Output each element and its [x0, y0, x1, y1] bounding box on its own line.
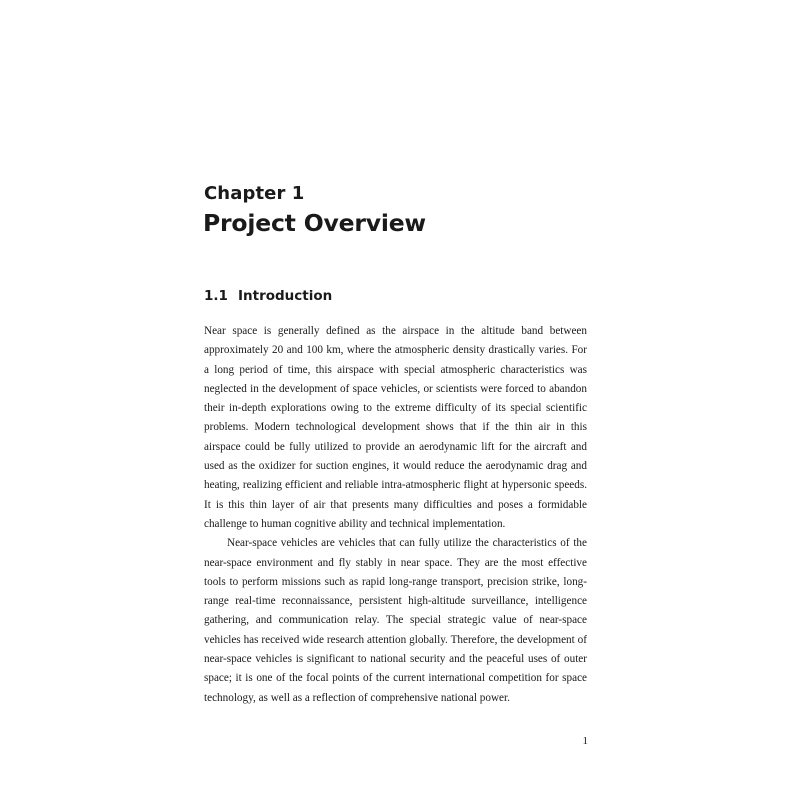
section-title: Introduction [238, 288, 333, 304]
section-number: 1.1 [204, 288, 228, 304]
page-number: 1 [582, 735, 588, 747]
section-heading [204, 286, 332, 306]
chapter-label: Chapter 1 [204, 183, 305, 204]
body-text [204, 322, 587, 708]
paragraph: Near-space vehicles are vehicles that can fully utilize the characteristics of the near-space environment and fly stably in near space. They are the most effective tools to perform missions such as rapid long-range transport, precision strike, long-range real-time reconnaissance, persistent high-altitude surveillance, intelligence gathering, and communication relay. The special strategic value of near-space vehicles has received wide research attention globally. Therefore, the development of near-space vehicles is significant to national security and the peaceful uses of outer space; it is one of the focal points of the current international competition for space technology, as well as a reflection of comprehensive national power. [204, 537, 587, 704]
chapter-title: Project Overview [203, 209, 426, 237]
paragraph: Near space is generally defined as the airspace in the altitude band between approximately 20 and 100 km, where the atmospheric density drastically varies. For a long period of time, this airspace with special atmospheric characteristics was neglected in the development of space vehicles, or scientists were forced to abandon their in-depth explorations owing to the extreme difficulty of its special scientific problems. Modern technological development shows that if the thin air in this airspace could be fully utilized to provide an aerodynamic lift for the aircraft and used as the oxidizer for suction engines, it would reduce the aerodynamic drag and heating, realizing efficient and reliable intra-atmospheric flight at hypersonic speeds. It is this thin layer of air that presents many difficulties and poses a formidable challenge to human cognitive ability and technical implementation. [204, 325, 587, 530]
